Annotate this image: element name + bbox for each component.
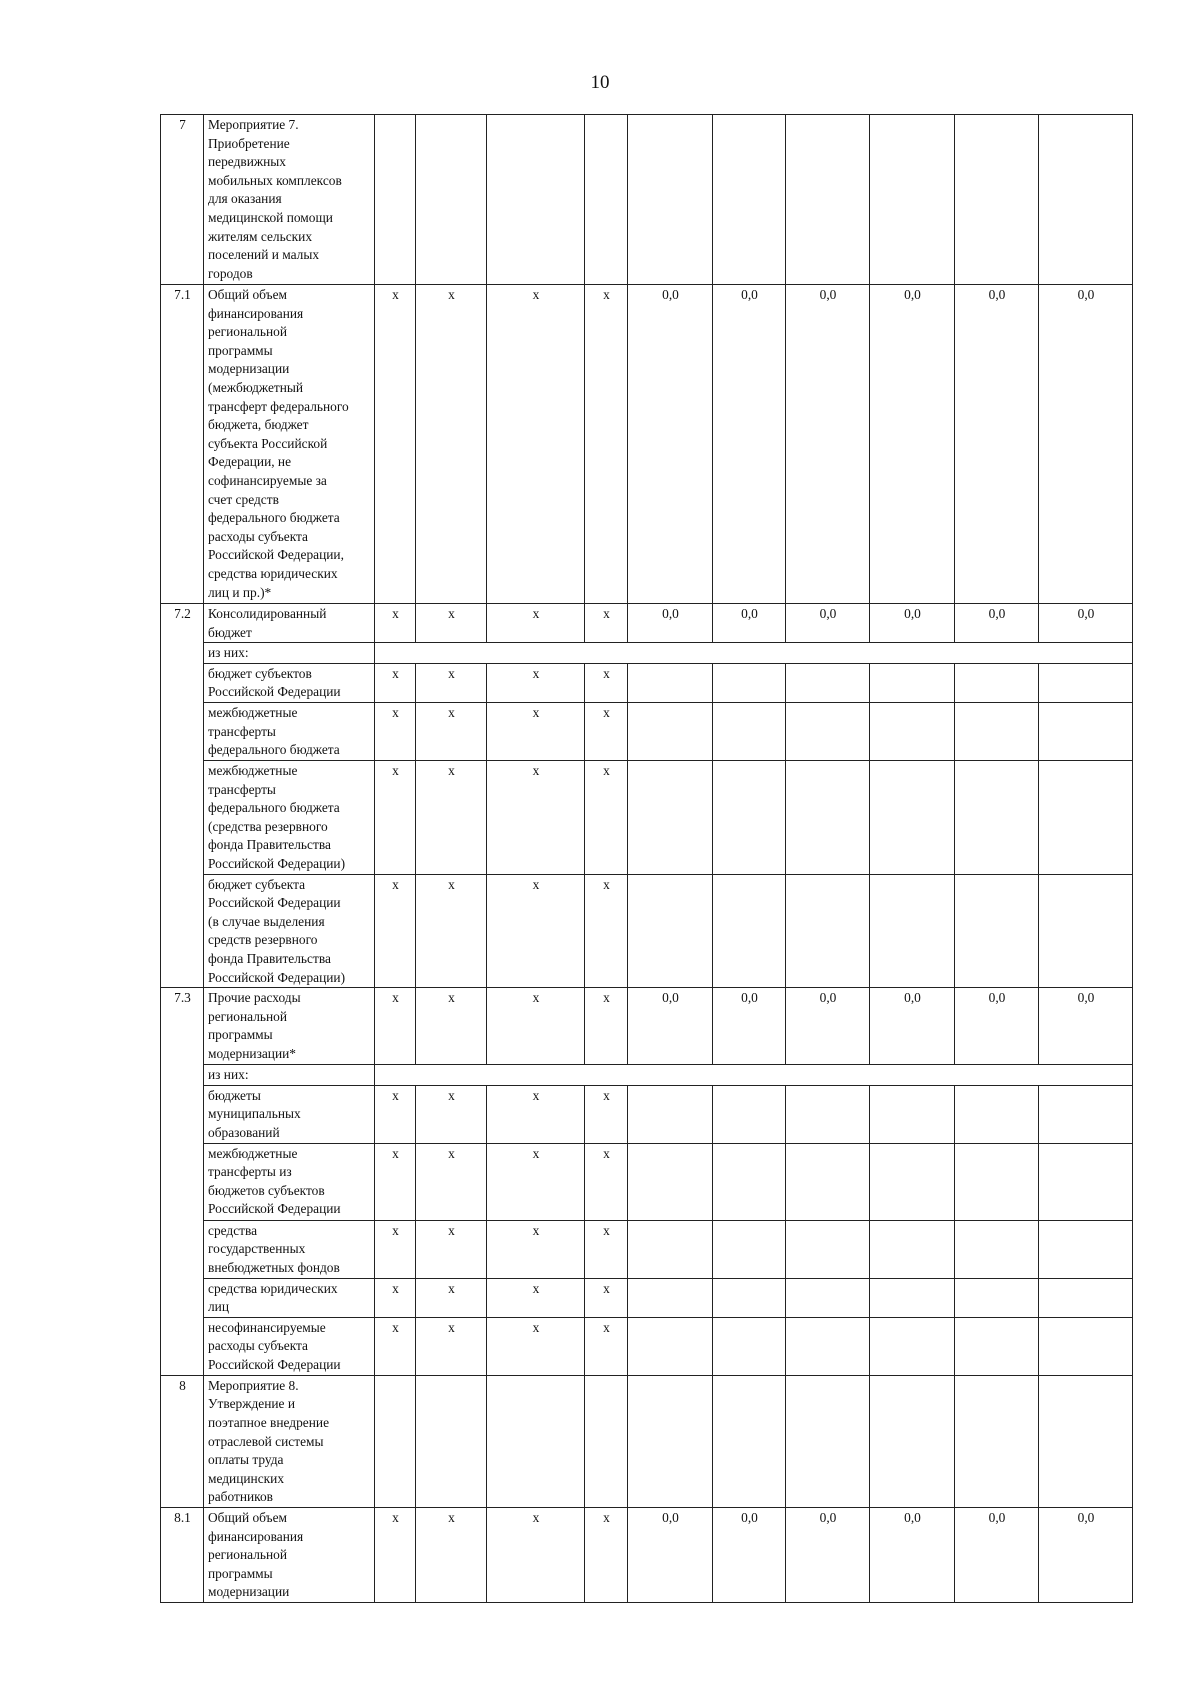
row-label: Мероприятие 8. Утверждение и поэтапное внедрение отраслевой системы оплаты труда медицинских работников (204, 1375, 375, 1507)
empty-cell (786, 702, 870, 760)
amount-value: 0,0 (1039, 1508, 1133, 1603)
empty-cell (870, 115, 955, 285)
empty-cell (628, 115, 713, 285)
empty-cell (870, 702, 955, 760)
empty-cell (375, 1375, 416, 1507)
not-applicable-mark: х (416, 604, 487, 643)
not-applicable-mark: х (375, 1143, 416, 1220)
row-label: бюджеты муниципальных образований (204, 1085, 375, 1143)
empty-cell (870, 1375, 955, 1507)
not-applicable-mark: х (487, 1317, 585, 1375)
empty-cell (955, 1085, 1039, 1143)
not-applicable-mark: х (487, 988, 585, 1065)
empty-cell (955, 115, 1039, 285)
financing-table (160, 114, 1133, 1603)
not-applicable-mark: х (416, 702, 487, 760)
table-row (161, 1317, 1133, 1375)
row-label: межбюджетные трансферты федерального бюджета (204, 702, 375, 760)
empty-cell (628, 702, 713, 760)
empty-cell (1039, 1143, 1133, 1220)
empty-cell (786, 1278, 870, 1317)
table-row (161, 702, 1133, 760)
not-applicable-mark: х (375, 1508, 416, 1603)
empty-cell (1039, 1085, 1133, 1143)
empty-cell (713, 1220, 786, 1278)
amount-value: 0,0 (870, 988, 955, 1065)
empty-cell (955, 874, 1039, 988)
not-applicable-mark: х (487, 663, 585, 702)
not-applicable-mark: х (487, 1143, 585, 1220)
amount-value: 0,0 (955, 604, 1039, 643)
table-row (161, 285, 1133, 604)
empty-cell (870, 1278, 955, 1317)
not-applicable-mark: х (585, 1317, 628, 1375)
empty-cell (628, 1278, 713, 1317)
empty-cell (628, 760, 713, 874)
amount-value: 0,0 (628, 285, 713, 604)
not-applicable-mark: х (416, 1085, 487, 1143)
amount-value: 0,0 (786, 604, 870, 643)
empty-cell (786, 874, 870, 988)
amount-value: 0,0 (713, 285, 786, 604)
amount-value: 0,0 (870, 1508, 955, 1603)
not-applicable-mark: х (585, 988, 628, 1065)
amount-value: 0,0 (955, 1508, 1039, 1603)
not-applicable-mark: х (585, 702, 628, 760)
not-applicable-mark: х (416, 663, 487, 702)
not-applicable-mark: х (375, 1085, 416, 1143)
row-number: 7.2 (161, 604, 204, 988)
empty-cell (870, 1317, 955, 1375)
row-label: Мероприятие 7. Приобретение передвижных мобильных комплексов для оказания медицинской помощи жителям сельских поселений и малых городов (204, 115, 375, 285)
row-label: несофинансируемые расходы субъекта Российской Федерации (204, 1317, 375, 1375)
empty-cell (786, 115, 870, 285)
empty-cell (955, 702, 1039, 760)
empty-cell (628, 1143, 713, 1220)
merged-empty-cell (375, 1065, 1133, 1086)
empty-cell (870, 760, 955, 874)
empty-cell (628, 1085, 713, 1143)
amount-value: 0,0 (1039, 285, 1133, 604)
not-applicable-mark: х (487, 874, 585, 988)
row-label: Консолидированный бюджет (204, 604, 375, 643)
empty-cell (1039, 1220, 1133, 1278)
not-applicable-mark: х (375, 1278, 416, 1317)
amount-value: 0,0 (713, 988, 786, 1065)
empty-cell (870, 874, 955, 988)
empty-cell (628, 1220, 713, 1278)
amount-value: 0,0 (870, 285, 955, 604)
empty-cell (786, 760, 870, 874)
not-applicable-mark: х (375, 604, 416, 643)
amount-value: 0,0 (786, 988, 870, 1065)
row-label: средства юридических лиц (204, 1278, 375, 1317)
not-applicable-mark: х (416, 988, 487, 1065)
empty-cell (1039, 663, 1133, 702)
not-applicable-mark: х (487, 1085, 585, 1143)
amount-value: 0,0 (786, 285, 870, 604)
not-applicable-mark: х (487, 1220, 585, 1278)
empty-cell (870, 663, 955, 702)
empty-cell (1039, 1278, 1133, 1317)
row-label: из них: (204, 1065, 375, 1086)
empty-cell (1039, 1317, 1133, 1375)
amount-value: 0,0 (870, 604, 955, 643)
empty-cell (713, 1143, 786, 1220)
empty-cell (786, 1085, 870, 1143)
not-applicable-mark: х (585, 604, 628, 643)
empty-cell (955, 1278, 1039, 1317)
empty-cell (487, 115, 585, 285)
not-applicable-mark: х (416, 1508, 487, 1603)
row-number: 8 (161, 1375, 204, 1507)
empty-cell (713, 1085, 786, 1143)
empty-cell (870, 1085, 955, 1143)
empty-cell (585, 115, 628, 285)
not-applicable-mark: х (585, 1508, 628, 1603)
not-applicable-mark: х (416, 760, 487, 874)
empty-cell (713, 1375, 786, 1507)
empty-cell (955, 1220, 1039, 1278)
table-row (161, 760, 1133, 874)
row-number: 7 (161, 115, 204, 285)
table-row (161, 663, 1133, 702)
empty-cell (786, 1220, 870, 1278)
empty-cell (870, 1220, 955, 1278)
not-applicable-mark: х (585, 285, 628, 604)
not-applicable-mark: х (375, 988, 416, 1065)
empty-cell (713, 1317, 786, 1375)
row-label: Общий объем финансирования региональной программы модернизации (межбюджетный трансферт федерального бюджета, бюджет субъекта Российской Федерации, не софинансируемые за счет средств федерального бюджета расходы субъекта Российской Федерации, средства юридических лиц и пр.)* (204, 285, 375, 604)
table-row (161, 115, 1133, 285)
not-applicable-mark: х (585, 874, 628, 988)
empty-cell (713, 115, 786, 285)
not-applicable-mark: х (416, 1278, 487, 1317)
row-number: 8.1 (161, 1508, 204, 1603)
amount-value: 0,0 (1039, 604, 1133, 643)
table-row (161, 1220, 1133, 1278)
empty-cell (628, 1317, 713, 1375)
row-label: межбюджетные трансферты федерального бюджета (средства резервного фонда Правительства Российской Федерации) (204, 760, 375, 874)
empty-cell (628, 663, 713, 702)
not-applicable-mark: х (585, 1278, 628, 1317)
empty-cell (1039, 702, 1133, 760)
amount-value: 0,0 (713, 1508, 786, 1603)
row-label: бюджет субъекта Российской Федерации (в случае выделения средств резервного фонда Правительства Российской Федерации) (204, 874, 375, 988)
row-label: Прочие расходы региональной программы модернизации* (204, 988, 375, 1065)
not-applicable-mark: х (585, 760, 628, 874)
not-applicable-mark: х (416, 285, 487, 604)
not-applicable-mark: х (585, 663, 628, 702)
empty-cell (628, 874, 713, 988)
not-applicable-mark: х (585, 1143, 628, 1220)
not-applicable-mark: х (585, 1085, 628, 1143)
empty-cell (955, 663, 1039, 702)
empty-cell (375, 115, 416, 285)
table-row (161, 988, 1133, 1065)
table-row (161, 1508, 1133, 1603)
amount-value: 0,0 (628, 604, 713, 643)
empty-cell (955, 760, 1039, 874)
row-label: из них: (204, 643, 375, 664)
empty-cell (786, 663, 870, 702)
empty-cell (585, 1375, 628, 1507)
amount-value: 0,0 (955, 988, 1039, 1065)
not-applicable-mark: х (416, 1143, 487, 1220)
not-applicable-mark: х (375, 760, 416, 874)
not-applicable-mark: х (487, 1508, 585, 1603)
not-applicable-mark: х (487, 760, 585, 874)
not-applicable-mark: х (416, 874, 487, 988)
table-row (161, 1143, 1133, 1220)
not-applicable-mark: х (487, 604, 585, 643)
not-applicable-mark: х (416, 1220, 487, 1278)
row-label: Общий объем финансирования региональной программы модернизации (204, 1508, 375, 1603)
empty-cell (955, 1317, 1039, 1375)
table-row (161, 1375, 1133, 1507)
table-row (161, 874, 1133, 988)
empty-cell (713, 663, 786, 702)
empty-cell (416, 115, 487, 285)
empty-cell (487, 1375, 585, 1507)
table-row (161, 1278, 1133, 1317)
amount-value: 0,0 (1039, 988, 1133, 1065)
row-label: бюджет субъектов Российской Федерации (204, 663, 375, 702)
empty-cell (1039, 115, 1133, 285)
empty-cell (955, 1375, 1039, 1507)
row-label: межбюджетные трансферты из бюджетов субъектов Российской Федерации (204, 1143, 375, 1220)
empty-cell (870, 1143, 955, 1220)
table-row (161, 604, 1133, 643)
empty-cell (713, 702, 786, 760)
not-applicable-mark: х (416, 1317, 487, 1375)
merged-empty-cell (375, 643, 1133, 664)
table-row (161, 643, 1133, 664)
empty-cell (628, 1375, 713, 1507)
empty-cell (713, 760, 786, 874)
empty-cell (955, 1143, 1039, 1220)
amount-value: 0,0 (628, 988, 713, 1065)
empty-cell (713, 1278, 786, 1317)
amount-value: 0,0 (955, 285, 1039, 604)
not-applicable-mark: х (375, 663, 416, 702)
empty-cell (786, 1375, 870, 1507)
table-row (161, 1065, 1133, 1086)
amount-value: 0,0 (713, 604, 786, 643)
page-number: 10 (590, 72, 610, 93)
row-label: средства государственных внебюджетных фондов (204, 1220, 375, 1278)
empty-cell (1039, 760, 1133, 874)
empty-cell (416, 1375, 487, 1507)
row-number: 7.3 (161, 988, 204, 1376)
empty-cell (786, 1143, 870, 1220)
not-applicable-mark: х (375, 1220, 416, 1278)
not-applicable-mark: х (375, 285, 416, 604)
not-applicable-mark: х (487, 1278, 585, 1317)
not-applicable-mark: х (487, 285, 585, 604)
empty-cell (1039, 874, 1133, 988)
not-applicable-mark: х (375, 874, 416, 988)
amount-value: 0,0 (786, 1508, 870, 1603)
empty-cell (713, 874, 786, 988)
empty-cell (1039, 1375, 1133, 1507)
row-number: 7.1 (161, 285, 204, 604)
not-applicable-mark: х (487, 702, 585, 760)
empty-cell (786, 1317, 870, 1375)
table-row (161, 1085, 1133, 1143)
not-applicable-mark: х (585, 1220, 628, 1278)
not-applicable-mark: х (375, 702, 416, 760)
not-applicable-mark: х (375, 1317, 416, 1375)
amount-value: 0,0 (628, 1508, 713, 1603)
